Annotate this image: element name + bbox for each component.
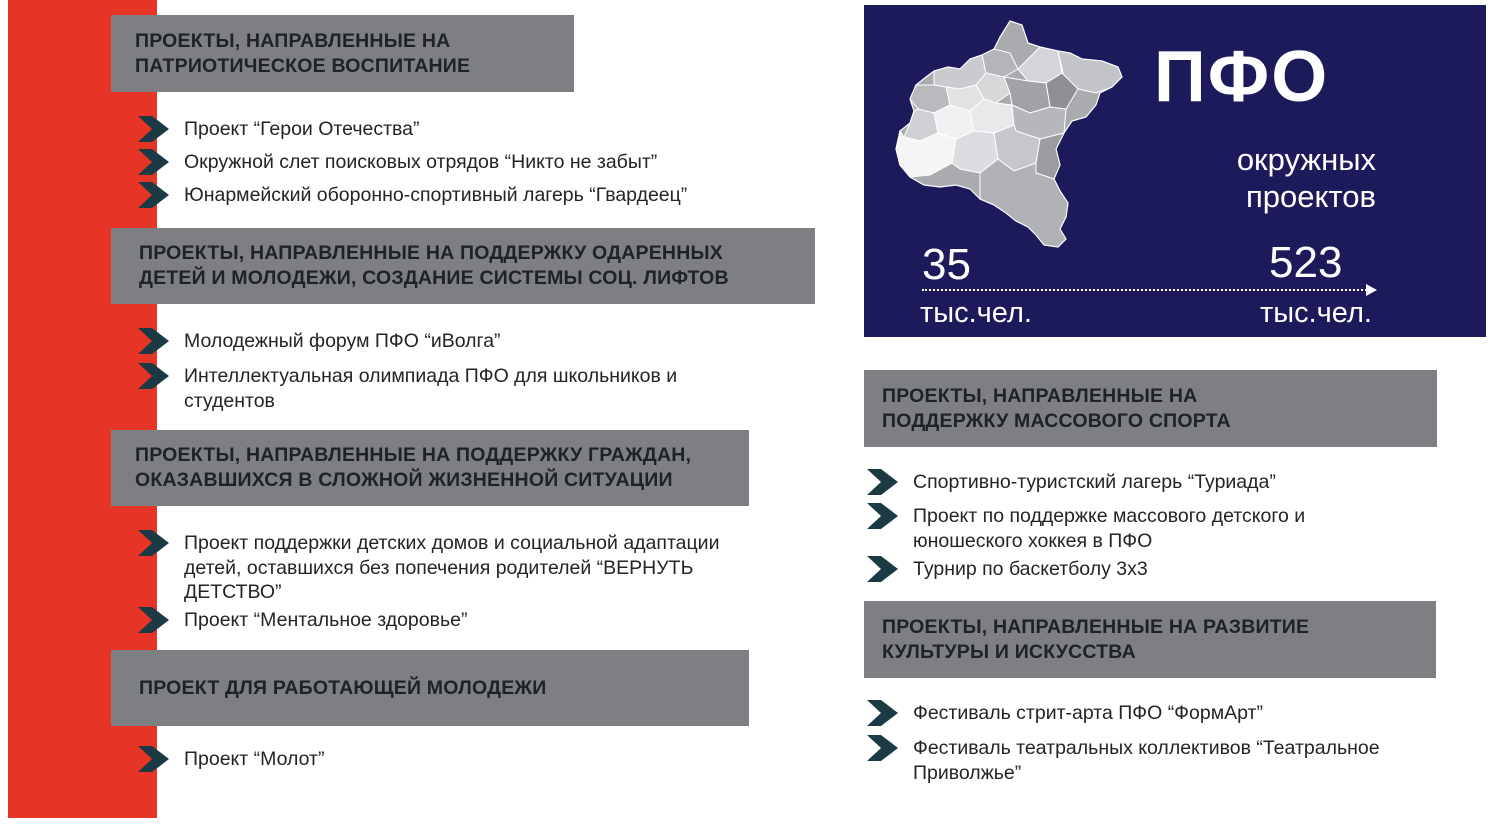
heading-culture bbox=[864, 601, 1436, 678]
right-unit: тыс.чел. bbox=[1260, 297, 1372, 329]
chevron-arrow-icon bbox=[136, 606, 172, 634]
chevron-arrow-icon bbox=[136, 327, 172, 355]
list-item: Проект “Герои Отечества” bbox=[184, 118, 420, 140]
heading-patriotic-text: ПРОЕКТЫ, НАПРАВЛЕННЫЕ НА ПАТРИОТИЧЕСКОЕ ВОСПИТАНИЕ bbox=[135, 29, 471, 77]
heading-sport-text: ПРОЕКТЫ, НАПРАВЛЕННЫЕ НА ПОДДЕРЖКУ МАССОВОГО СПОРТА bbox=[882, 384, 1231, 432]
list-item: Проект поддержки детских домов и социальной адаптации детей, оставшихся без попечения родителей “ВЕРНУТЬ ДЕТСТВО” bbox=[184, 532, 720, 603]
panel-title: ПФО bbox=[1154, 37, 1330, 117]
chevron-arrow-icon bbox=[865, 734, 901, 762]
list-item: Фестиваль театральных коллективов “Театральное Приволжье” bbox=[913, 737, 1380, 784]
list-item: Интеллектуальная олимпиада ПФО для школьников и студентов bbox=[184, 365, 678, 412]
heading-gifted-text: ПРОЕКТЫ, НАПРАВЛЕННЫЕ НА ПОДДЕРЖКУ ОДАРЕННЫХ ДЕТЕЙ И МОЛОДЕЖИ, СОЗДАНИЕ СИСТЕМЫ СОЦ. ЛИФТОВ bbox=[139, 242, 729, 289]
list-item: Юнармейский оборонно-спортивный лагерь “Гвардеец” bbox=[184, 184, 688, 206]
list-item: Окружной слет поисковых отрядов “Никто не забыт” bbox=[184, 151, 658, 173]
list-item: Проект “Ментальное здоровье” bbox=[184, 609, 468, 631]
list-item: Проект “Молот” bbox=[184, 748, 325, 770]
heading-patriotic bbox=[111, 15, 574, 92]
pfo-panel bbox=[864, 5, 1486, 337]
chevron-arrow-icon bbox=[136, 529, 172, 557]
heading-gifted bbox=[111, 228, 815, 304]
chevron-arrow-icon bbox=[865, 555, 901, 583]
list-item: Молодежный форум ПФО “иВолга” bbox=[184, 330, 501, 352]
dotted-arrow-line bbox=[922, 289, 1367, 291]
arrow-head-icon bbox=[1366, 284, 1377, 296]
left-value: 35 bbox=[922, 240, 971, 289]
list-item: Проект по поддержке массового детского и юношеского хоккея в ПФО bbox=[913, 505, 1306, 552]
list-item: Турнир по баскетболу 3х3 bbox=[913, 558, 1148, 580]
chevron-arrow-icon bbox=[136, 181, 172, 209]
heading-culture-text: ПРОЕКТЫ, НАПРАВЛЕННЫЕ НА РАЗВИТИЕ КУЛЬТУРЫ И ИСКУССТВА bbox=[882, 615, 1310, 663]
chevron-arrow-icon bbox=[865, 699, 901, 727]
left-unit: тыс.чел. bbox=[920, 297, 1032, 329]
panel-subtitle: окружных проектов bbox=[1236, 142, 1376, 214]
heading-hardship bbox=[111, 430, 749, 506]
heading-working-text: ПРОЕКТ ДЛЯ РАБОТАЮЩЕЙ МОЛОДЕЖИ bbox=[139, 676, 547, 699]
list-item: Фестиваль стрит-арта ПФО “ФормАрт” bbox=[913, 702, 1263, 724]
list-item: Спортивно-туристский лагерь “Туриада” bbox=[913, 471, 1276, 493]
chevron-arrow-icon bbox=[136, 362, 172, 390]
heading-working bbox=[111, 650, 749, 726]
chevron-arrow-icon bbox=[136, 115, 172, 143]
heading-hardship-text: ПРОЕКТЫ, НАПРАВЛЕННЫЕ НА ПОДДЕРЖКУ ГРАЖДАН, ОКАЗАВШИХСЯ В СЛОЖНОЙ ЖИЗНЕННОЙ СИТУАЦИИ bbox=[135, 444, 692, 491]
right-value: 523 bbox=[1269, 238, 1343, 287]
chevron-arrow-icon bbox=[136, 148, 172, 176]
chevron-arrow-icon bbox=[865, 502, 901, 530]
heading-sport bbox=[864, 370, 1437, 447]
chevron-arrow-icon bbox=[865, 468, 901, 496]
chevron-arrow-icon bbox=[136, 745, 172, 773]
map-icon bbox=[890, 13, 1130, 258]
